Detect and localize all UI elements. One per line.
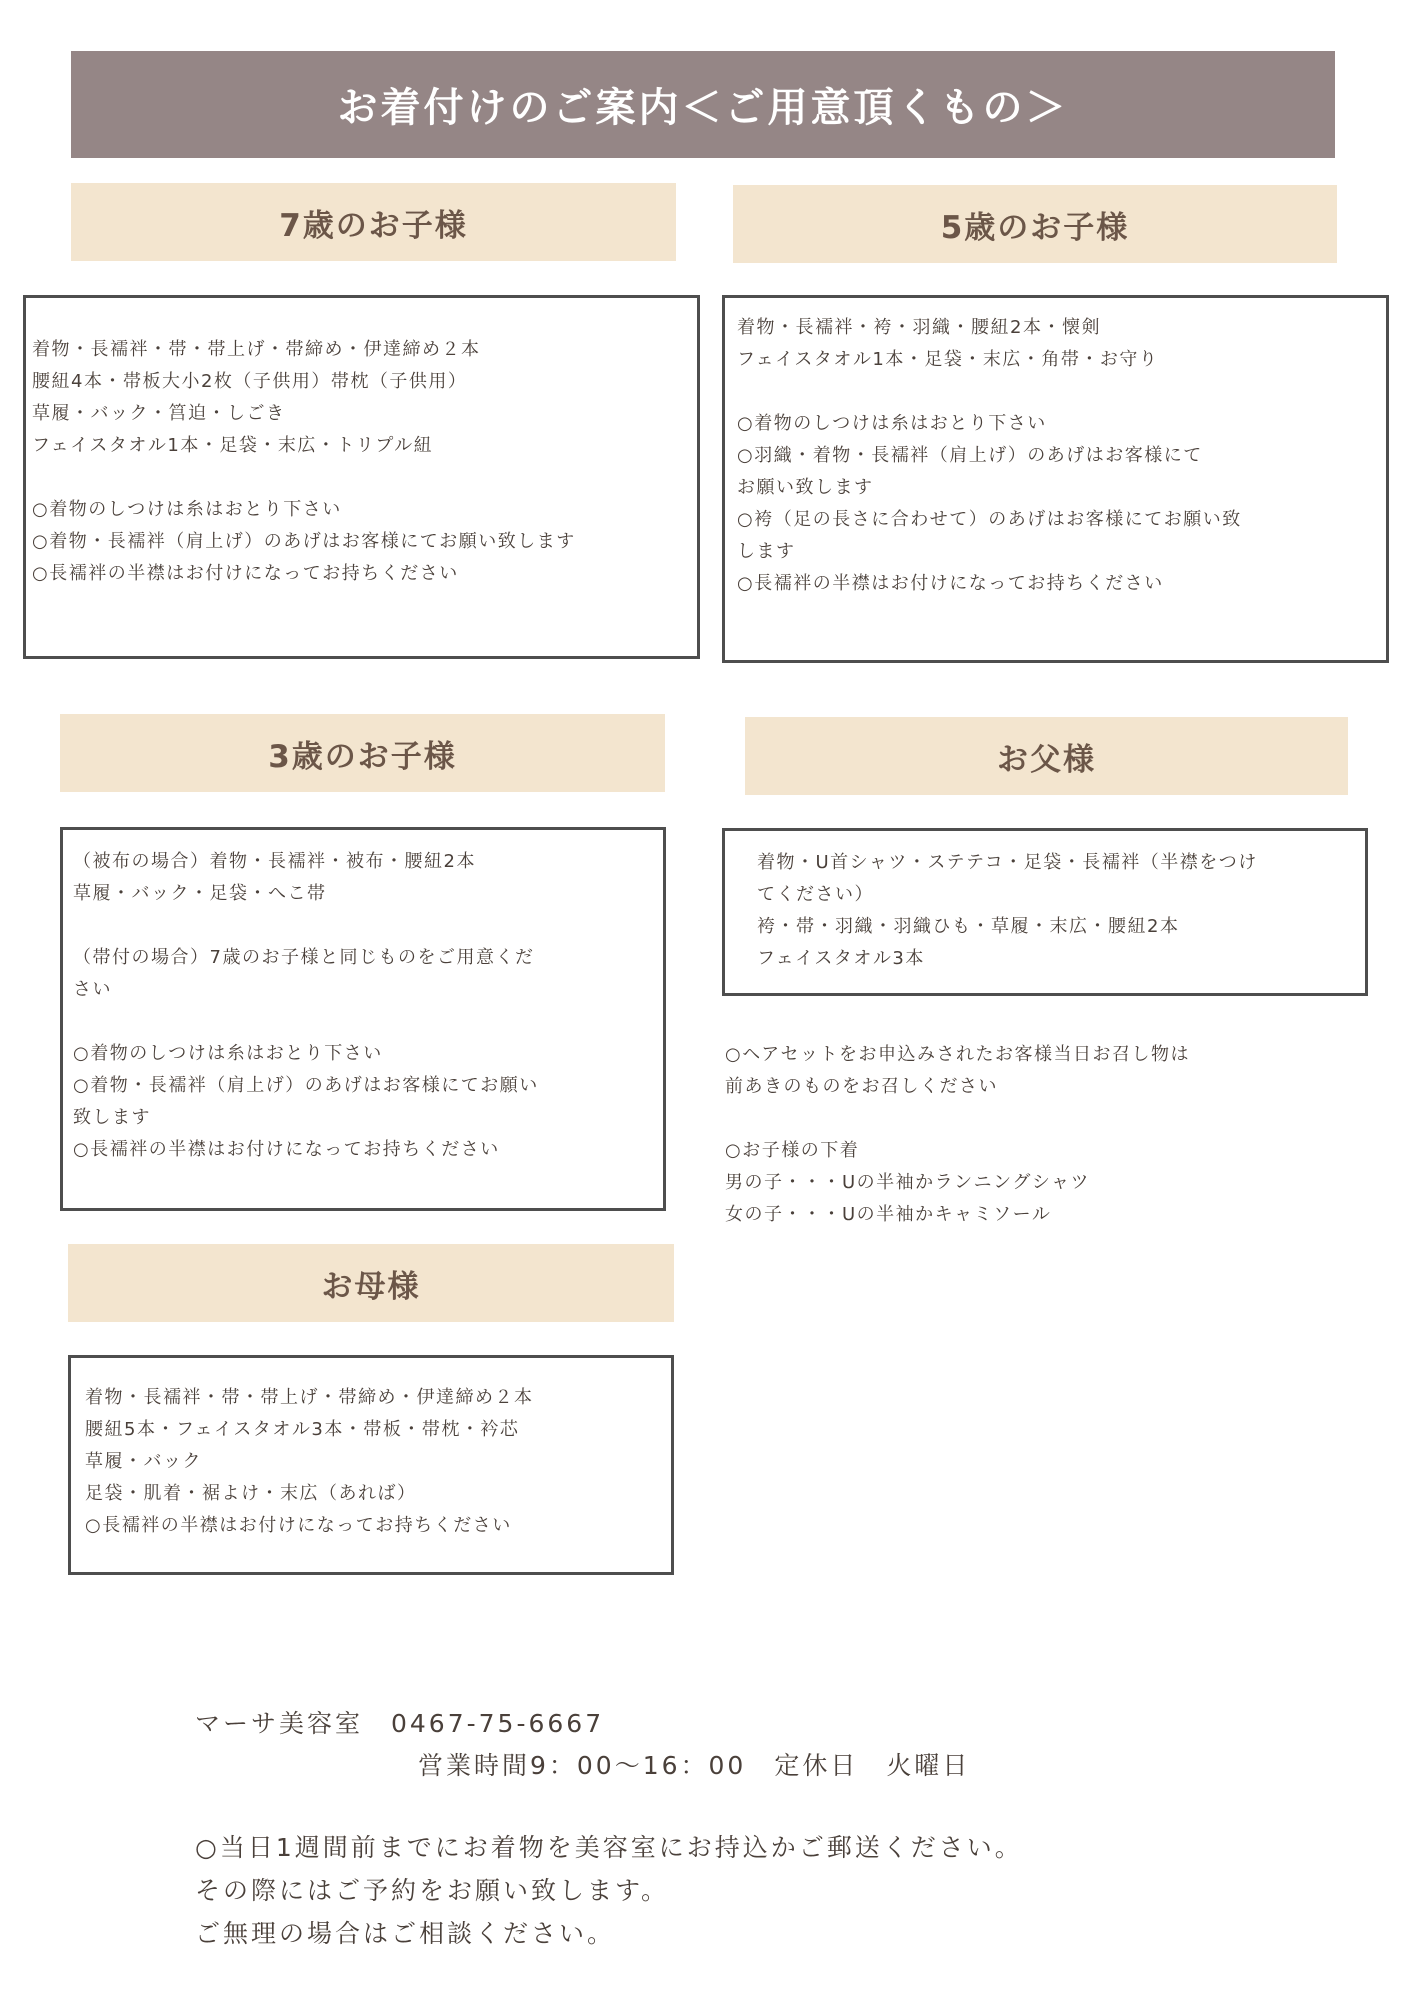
notes-text <box>725 1039 1365 1231</box>
items-box-father <box>722 828 1368 996</box>
text-line: ○長襦袢の半襟はお付けになってお持ちください <box>737 573 1164 594</box>
text-line: ○長襦袢の半襟はお付けになってお持ちください <box>85 1515 512 1536</box>
text-line: ○着物のしつけは糸はおとり下さい <box>73 1043 383 1064</box>
text-line: 女の子・・・Uの半袖かキャミソール <box>725 1204 1052 1225</box>
text-line: 草履・バック・足袋・へこ帯 <box>73 883 327 904</box>
text-line: （被布の場合）着物・長襦袢・被布・腰紐2本 <box>73 851 476 872</box>
text-line: ○ヘアセットをお申込みされたお客様当日お召し物は <box>725 1044 1190 1065</box>
blank-line <box>737 376 1386 408</box>
text-line: ○羽織・着物・長襦袢（肩上げ）のあげはお客様にて <box>737 445 1203 466</box>
section-header-age7: 7歳のお子様 <box>71 183 676 261</box>
text-line: 着物・U首シャツ・ステテコ・足袋・長襦袢（半襟をつけ <box>757 852 1258 873</box>
blank-line <box>32 462 697 494</box>
text-line: ○着物のしつけは糸はおとり下さい <box>737 413 1047 434</box>
text-line: ○袴（足の長さに合わせて）のあげはお客様にてお願い致 <box>737 509 1242 530</box>
text-line: 着物・長襦袢・帯・帯上げ・帯締め・伊達締め２本 <box>32 339 481 360</box>
blank-line <box>725 1103 1365 1135</box>
footer-notice-2: その際にはご予約をお願い致します。 <box>195 1876 670 1905</box>
text-line: フェイスタオル1本・足袋・末広・トリプル紐 <box>32 435 434 456</box>
text-line: ○長襦袢の半襟はお付けになってお持ちください <box>32 563 459 584</box>
text-line: お願い致します <box>737 477 874 498</box>
text-line: ○長襦袢の半襟はお付けになってお持ちください <box>73 1139 500 1160</box>
page-title: お着付けのご案内＜ご用意頂くもの＞ <box>71 51 1335 158</box>
text-line: 着物・長襦袢・袴・羽織・腰紐2本・懐剣 <box>737 317 1101 338</box>
text-line: 腰紐4本・帯板大小2枚（子供用）帯枕（子供用） <box>32 371 468 392</box>
text-line: さい <box>73 979 112 1000</box>
text-line: 前あきのものをお召しください <box>725 1076 998 1097</box>
section-header-age5: 5歳のお子様 <box>733 185 1337 263</box>
text-line: フェイスタオル1本・足袋・末広・角帯・お守り <box>737 349 1159 370</box>
text-line: てください） <box>757 884 874 905</box>
section-header-age3: 3歳のお子様 <box>60 714 665 792</box>
text-line: 男の子・・・Uの半袖かランニングシャツ <box>725 1172 1090 1193</box>
text-line: （帯付の場合）7歳のお子様と同じものをご用意くだ <box>73 947 535 968</box>
text-line: 袴・帯・羽織・羽織ひも・草履・末広・腰紐2本 <box>757 916 1180 937</box>
text-line: 草履・バック・筥迫・しごき <box>32 403 286 424</box>
text-line: 着物・長襦袢・帯・帯上げ・帯締め・伊達締め２本 <box>85 1387 534 1408</box>
text-line: 草履・バック <box>85 1451 202 1472</box>
footer-notice-3: ご無理の場合はご相談ください。 <box>195 1919 616 1948</box>
text-line: ○着物・長襦袢（肩上げ）のあげはお客様にてお願い <box>73 1075 539 1096</box>
items-box-age7 <box>23 295 700 659</box>
blank-line <box>73 1006 663 1038</box>
items-box-mother <box>68 1355 674 1575</box>
text-line: ○着物のしつけは糸はおとり下さい <box>32 499 342 520</box>
text-line: 致します <box>73 1107 151 1128</box>
text-line: 足袋・肌着・裾よけ・末広（あれば） <box>85 1483 417 1504</box>
business-hours: 営業時間9：00～16：00 定休日 火曜日 <box>418 1751 971 1780</box>
text-line: 腰紐5本・フェイスタオル3本・帯板・帯枕・衿芯 <box>85 1419 520 1440</box>
footer-notice-1: ○当日1週間前までにお着物を美容室にお持込かご郵送ください。 <box>195 1833 1023 1862</box>
section-header-father: お父様 <box>745 717 1348 795</box>
text-line: フェイスタオル3本 <box>757 948 925 969</box>
text-line: ○お子様の下着 <box>725 1140 860 1161</box>
section-header-mother: お母様 <box>68 1244 674 1322</box>
text-line: ○着物・長襦袢（肩上げ）のあげはお客様にてお願い致します <box>32 531 576 552</box>
blank-line <box>73 910 663 942</box>
text-line: します <box>737 541 796 562</box>
items-box-age3 <box>60 827 666 1211</box>
items-box-age5 <box>722 295 1389 663</box>
salon-name-phone: マーサ美容室 0467-75-6667 <box>195 1709 605 1738</box>
